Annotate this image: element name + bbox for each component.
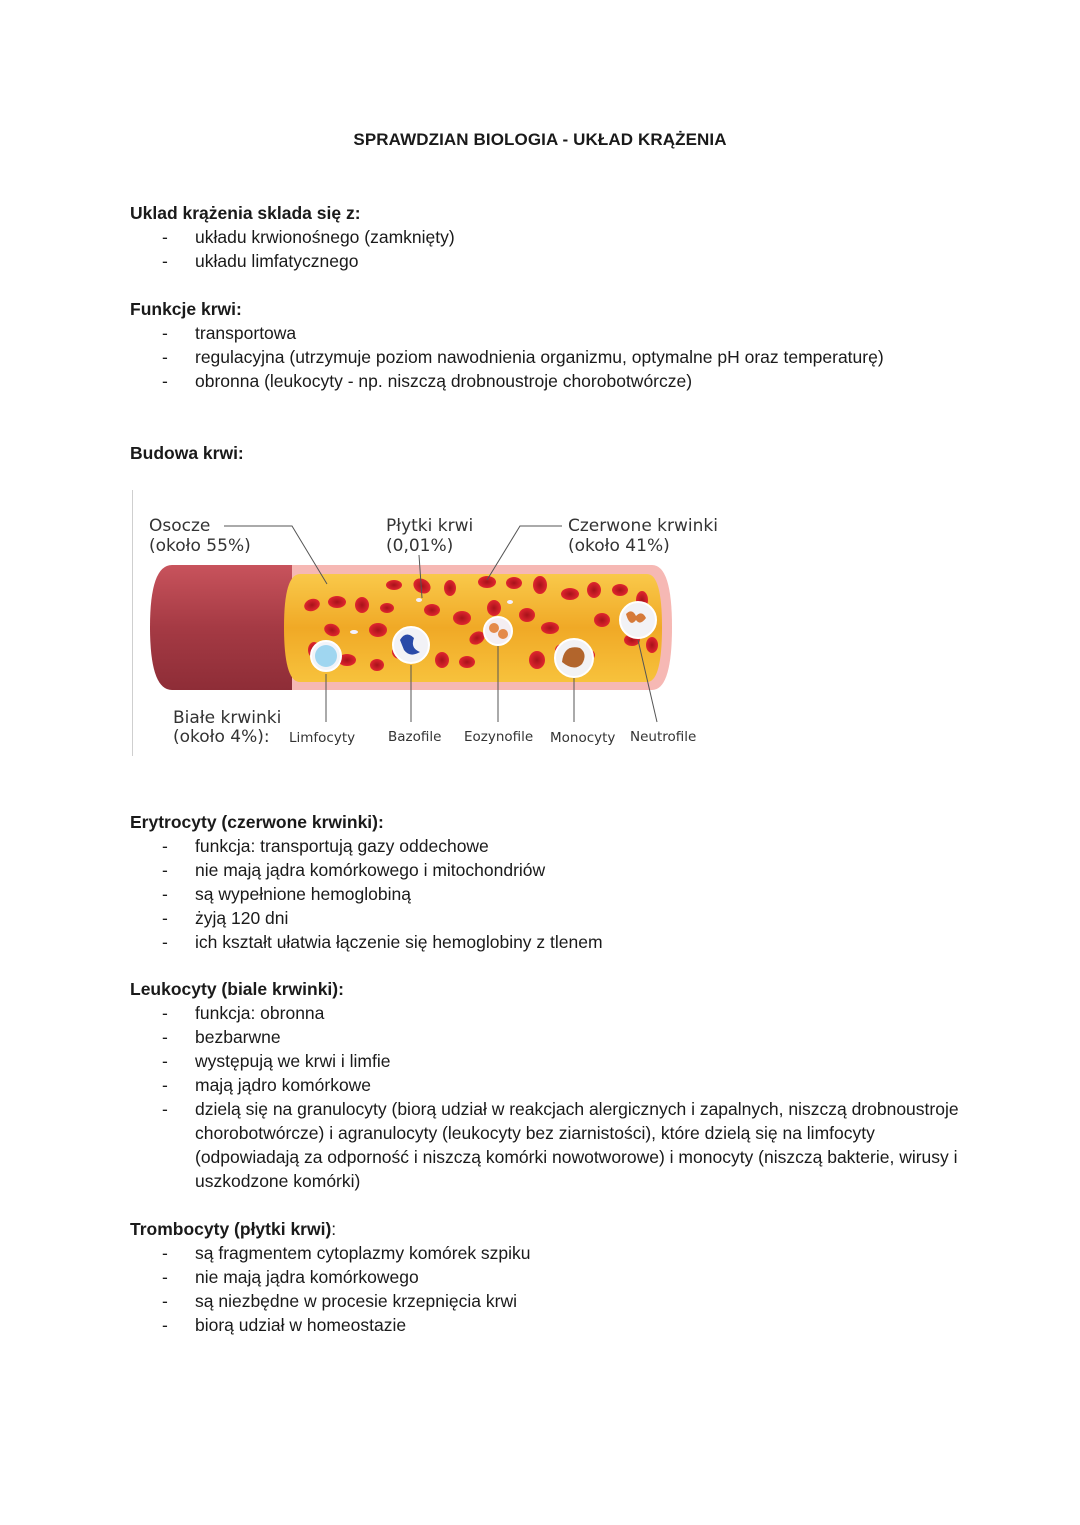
- list-item: - występują we krwi i limfie: [130, 1049, 960, 1073]
- label-biale-pct: (około 4%):: [173, 727, 270, 747]
- section-funkcje: [130, 297, 960, 393]
- label-osocze-pct: (około 55%): [149, 536, 251, 556]
- section-trombocyty: [130, 1217, 960, 1337]
- list-item: - dzielą się na granulocyty (biorą udział w reakcjach alergicznych i zapalnych, niszczą drobnoustroje chorobotwórcze) i agranulocyty (leukocyty bez ziarnistości), które dzielą się na limfocyty (odpowiadają za odporność i niszczą komórki nowotworowe) i monocyty (niszczą bakterie, wirusy i uszkodzone komórki): [130, 1097, 960, 1193]
- label-osocze: Osocze: [149, 516, 211, 536]
- bullet-list: [130, 1241, 960, 1337]
- blood-vessel-illustration: [132, 490, 732, 758]
- section-heading-text: Trombocyty (płytki krwi): [130, 1219, 332, 1239]
- label-plytki-pct: (0,01%): [386, 536, 454, 556]
- list-item: - są fragmentem cytoplazmy komórek szpiku: [130, 1241, 960, 1265]
- list-item: - żyją 120 dni: [130, 906, 960, 930]
- list-item: - mają jądro komórkowe: [130, 1073, 960, 1097]
- label-eozynofile: Eozynofile: [464, 729, 534, 745]
- section-uklad: [130, 201, 960, 273]
- label-biale: Białe krwinki: [173, 708, 282, 728]
- bullet-list: [130, 1001, 960, 1193]
- list-item: - układu krwionośnego (zamknięty): [130, 225, 960, 249]
- bullet-list: [130, 225, 960, 273]
- list-item: - bezbarwne: [130, 1025, 960, 1049]
- list-item: - są wypełnione hemoglobiną: [130, 882, 960, 906]
- list-item: - nie mają jądra komórkowego i mitochondriów: [130, 858, 960, 882]
- section-heading: Leukocyty (biale krwinki):: [130, 979, 344, 999]
- label-monocyty: Monocyty: [550, 730, 616, 746]
- list-item: - ich kształt ułatwia łączenie się hemoglobiny z tlenem: [130, 930, 960, 954]
- section-heading-colon: :: [331, 1219, 337, 1239]
- bullet-list: [130, 834, 960, 954]
- page-title: SPRAWDZIAN BIOLOGIA - UKŁAD KRĄŻENIA: [353, 130, 727, 149]
- list-item: - funkcja: transportują gazy oddechowe: [130, 834, 960, 858]
- blood-diagram: [132, 490, 732, 758]
- label-plytki: Płytki krwi: [386, 516, 474, 536]
- list-item: - nie mają jądra komórkowego: [130, 1265, 960, 1289]
- section-heading: [130, 1217, 960, 1241]
- label-limfocyty: Limfocyty: [289, 730, 356, 746]
- list-item: - regulacyjna (utrzymuje poziom nawodnienia organizmu, optymalne pH oraz temperaturę): [130, 345, 960, 369]
- label-neutrofile: Neutrofile: [630, 729, 697, 745]
- list-item: - biorą udział w homeostazie: [130, 1313, 960, 1337]
- section-budowa: [130, 441, 960, 465]
- bullet-list: [130, 321, 960, 393]
- section-heading: Uklad krążenia sklada się z:: [130, 203, 361, 223]
- list-item: - są niezbędne w procesie krzepnięcia krwi: [130, 1289, 960, 1313]
- section-heading: Erytrocyty (czerwone krwinki):: [130, 812, 384, 832]
- label-bazofile: Bazofile: [388, 729, 442, 745]
- label-czerwone-pct: (około 41%): [568, 536, 670, 556]
- list-item: - układu limfatycznego: [130, 249, 960, 273]
- list-item: - obronna (leukocyty - np. niszczą drobnoustroje chorobotwórcze): [130, 369, 960, 393]
- section-leukocyty: [130, 977, 960, 1193]
- section-erytrocyty: [130, 810, 960, 954]
- section-heading: Budowa krwi:: [130, 443, 244, 463]
- label-czerwone: Czerwone krwinki: [568, 516, 718, 536]
- list-item: - funkcja: obronna: [130, 1001, 960, 1025]
- section-heading: Funkcje krwi:: [130, 299, 242, 319]
- list-item: - transportowa: [130, 321, 960, 345]
